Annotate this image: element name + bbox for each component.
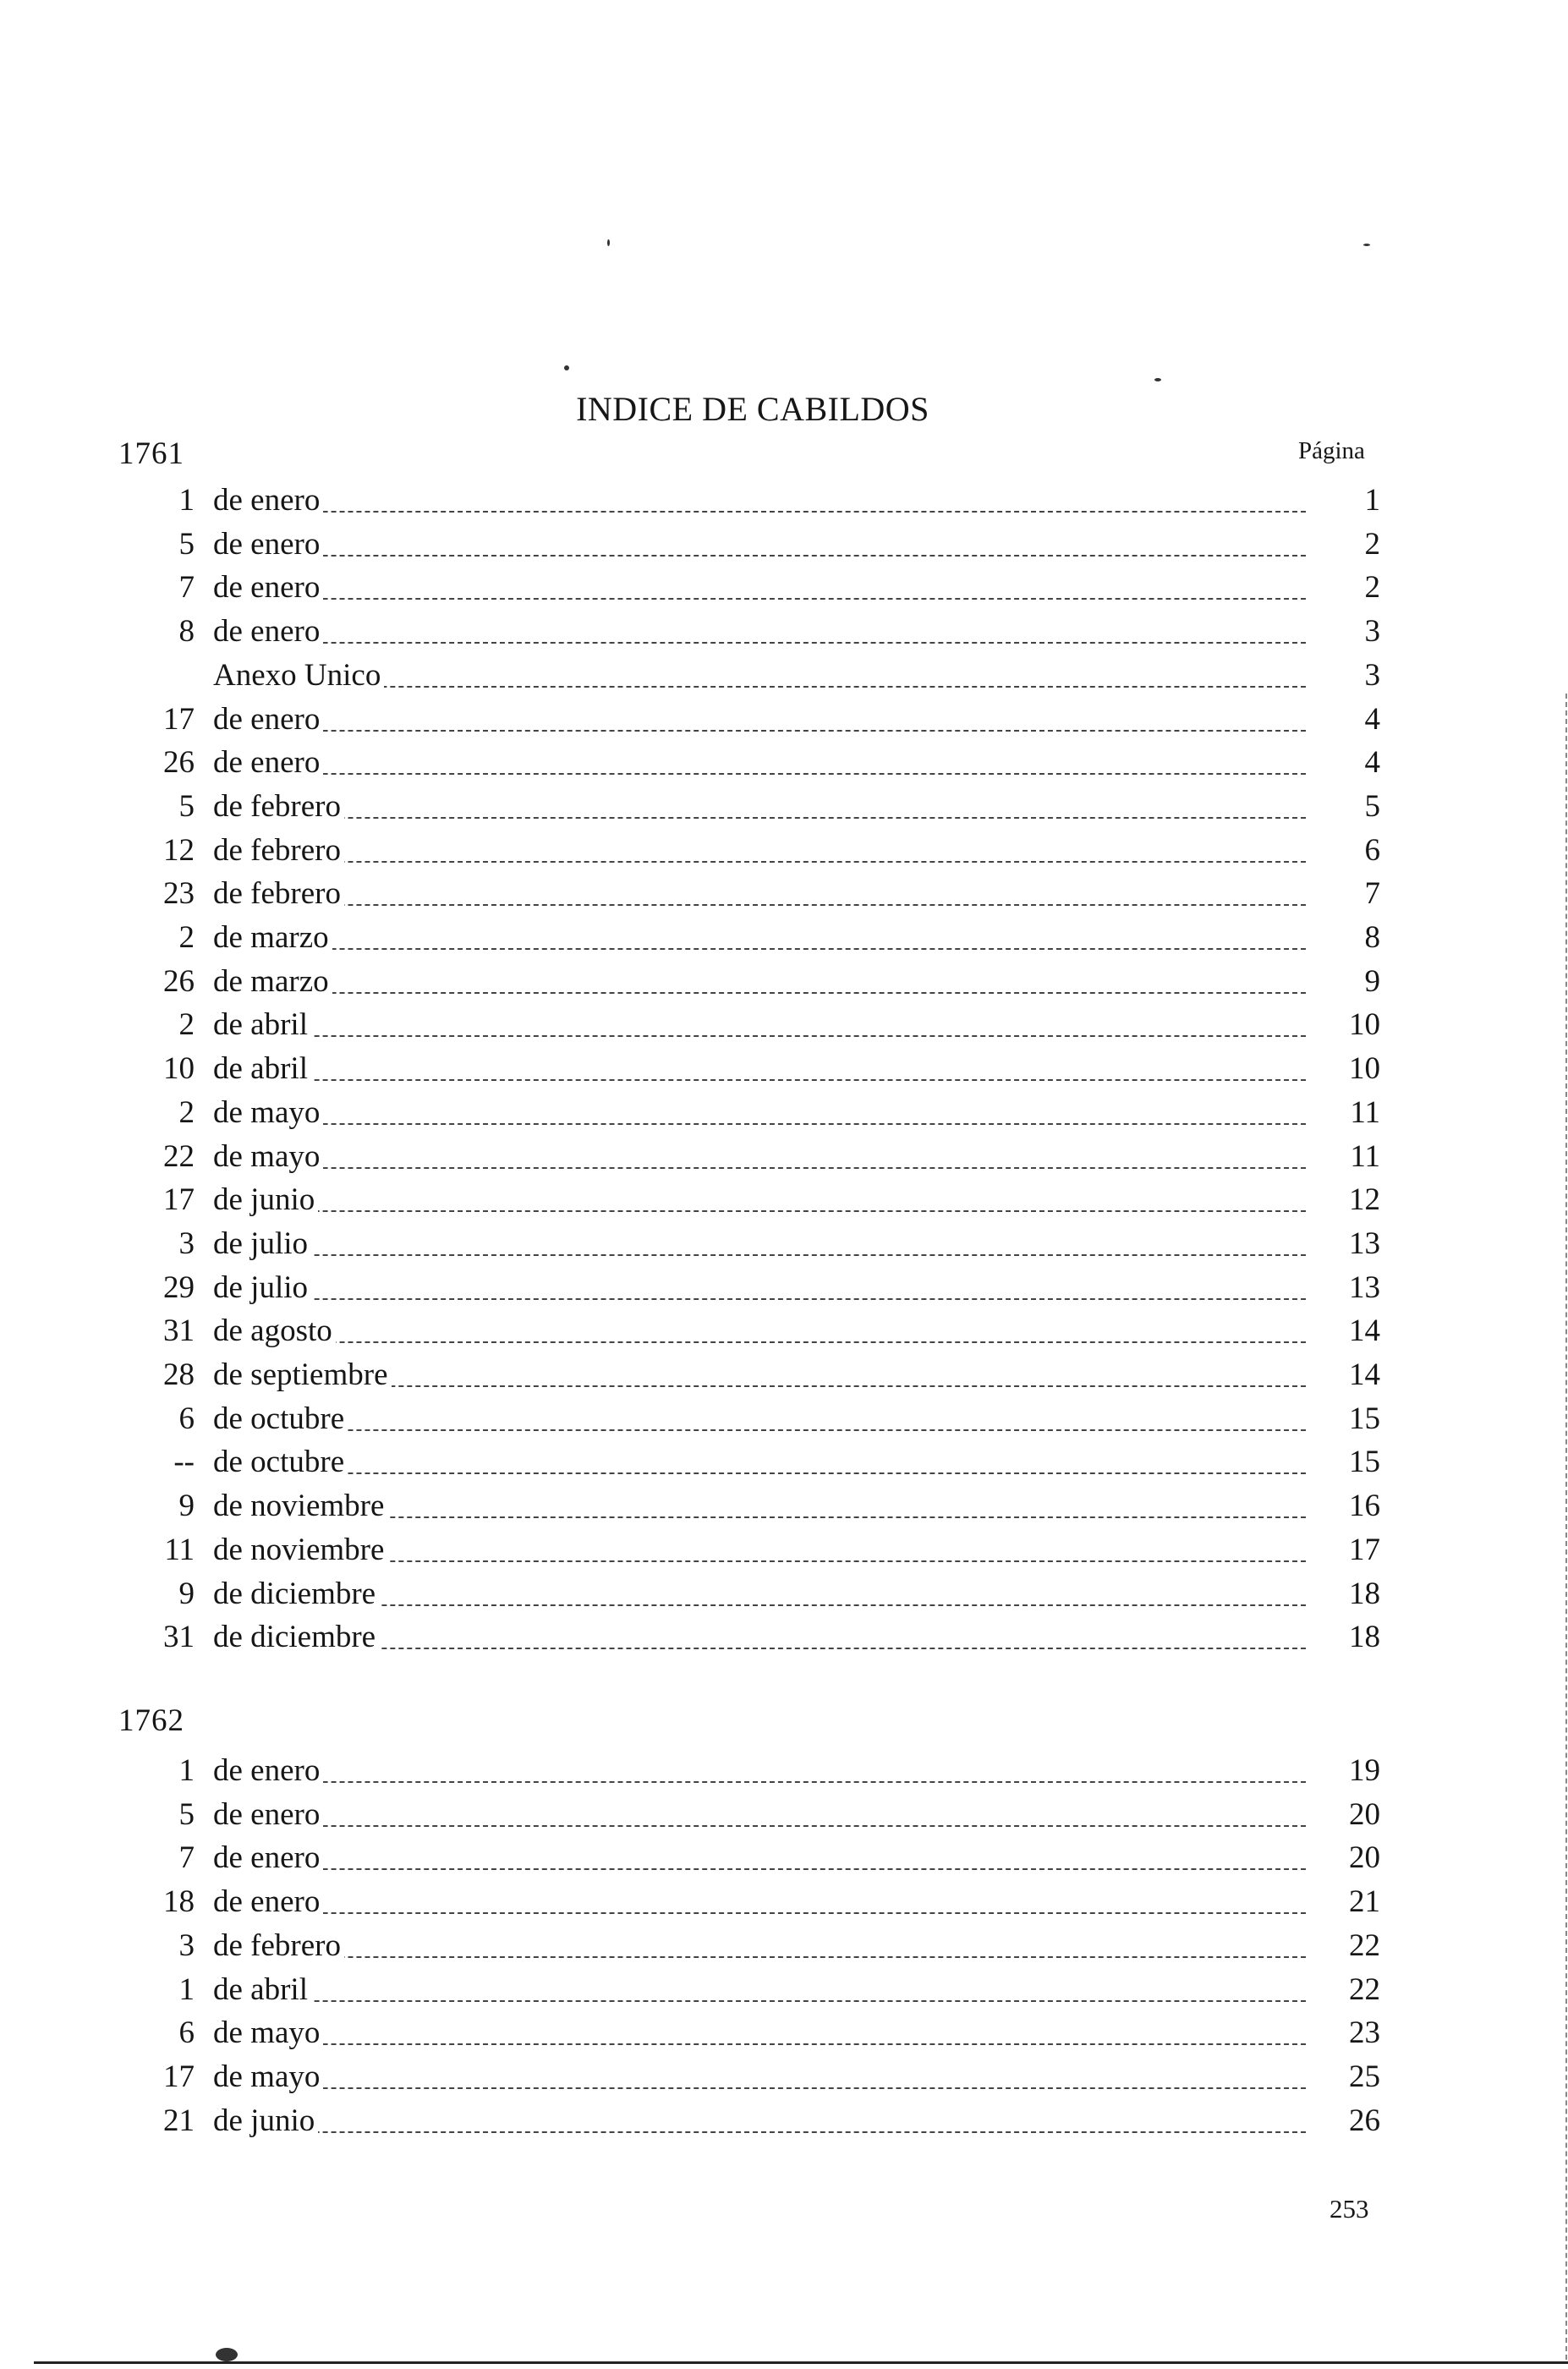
entry-page-number: 11 xyxy=(1350,1094,1380,1130)
dot-leader xyxy=(213,1341,1306,1343)
entry-day: 1 xyxy=(178,1971,195,2007)
dot-leader xyxy=(213,642,1306,644)
entry-label-wrap xyxy=(213,1353,1306,1397)
section-year-1761: 1761 xyxy=(118,436,184,471)
ink-speck xyxy=(607,239,610,246)
dot-leader xyxy=(213,2087,1306,2089)
entry-label-wrap xyxy=(213,698,1306,742)
entry-label-wrap xyxy=(213,1749,1306,1793)
index-entry xyxy=(0,829,1568,873)
entry-day: 18 xyxy=(163,1884,195,1920)
index-entry xyxy=(0,1880,1568,1924)
dot-leader xyxy=(213,904,1306,906)
entry-label-wrap xyxy=(213,1178,1306,1222)
entry-page-number: 20 xyxy=(1349,1840,1380,1876)
entry-day: 6 xyxy=(178,1401,195,1436)
dot-leader xyxy=(213,1167,1306,1169)
index-entry xyxy=(0,1222,1568,1266)
entry-label: de agosto xyxy=(213,1313,336,1348)
entry-label-wrap xyxy=(213,479,1306,523)
entry-day: 17 xyxy=(163,1182,195,1218)
index-entry xyxy=(0,523,1568,567)
entry-label-wrap xyxy=(213,1528,1306,1572)
entry-label: de abril xyxy=(213,1051,311,1086)
index-entry xyxy=(0,1528,1568,1572)
entry-label-wrap xyxy=(213,1484,1306,1528)
entry-page-number: 6 xyxy=(1364,832,1380,868)
entry-page-number: 14 xyxy=(1349,1313,1380,1349)
entry-label: de enero xyxy=(213,527,323,562)
entry-label-wrap xyxy=(213,610,1306,654)
entry-page-number: 11 xyxy=(1350,1138,1380,1174)
entry-label-wrap xyxy=(213,1091,1306,1135)
dot-leader xyxy=(213,1781,1306,1783)
entry-page-number: 2 xyxy=(1364,526,1380,562)
entry-label: de mayo xyxy=(213,2059,323,2094)
entry-page-number: 4 xyxy=(1364,701,1380,737)
entry-page-number: 2 xyxy=(1364,570,1380,606)
entry-day: 7 xyxy=(178,1840,195,1876)
entry-day: 21 xyxy=(163,2103,195,2138)
index-entry xyxy=(0,654,1568,698)
dot-leader xyxy=(213,948,1306,950)
entry-page-number: 17 xyxy=(1349,1532,1380,1567)
entry-page-number: 21 xyxy=(1349,1884,1380,1920)
entry-label: de junio xyxy=(213,2103,318,2138)
entry-label: de enero xyxy=(213,702,323,737)
section-year-1762: 1762 xyxy=(118,1703,184,1738)
entry-label: de febrero xyxy=(213,833,344,868)
entry-label: de mayo xyxy=(213,1095,323,1130)
dot-leader xyxy=(213,1210,1306,1212)
entry-label: de julio xyxy=(213,1270,311,1305)
entry-label-wrap xyxy=(213,916,1306,960)
index-entry xyxy=(0,1309,1568,1353)
entry-label: de septiembre xyxy=(213,1357,392,1392)
entry-label: de noviembre xyxy=(213,1533,387,1567)
entry-page-number: 3 xyxy=(1364,657,1380,693)
entry-day: 26 xyxy=(163,963,195,999)
entry-label: de abril xyxy=(213,1007,311,1042)
index-entry xyxy=(0,1397,1568,1441)
index-entry xyxy=(0,1793,1568,1837)
entry-day: -- xyxy=(173,1445,195,1480)
index-entry xyxy=(0,1178,1568,1222)
entry-label-wrap xyxy=(213,741,1306,785)
entry-label: de enero xyxy=(213,614,323,649)
entry-day: 26 xyxy=(163,745,195,781)
index-entry xyxy=(0,1836,1568,1880)
entry-day: 31 xyxy=(163,1313,195,1349)
entry-day: 23 xyxy=(163,876,195,912)
entry-page-number: 15 xyxy=(1349,1401,1380,1436)
entry-day: 5 xyxy=(178,1796,195,1832)
entry-label-wrap xyxy=(213,872,1306,916)
entry-page-number: 18 xyxy=(1349,1576,1380,1611)
entry-label: de marzo xyxy=(213,920,332,955)
entry-label-wrap xyxy=(213,1266,1306,1310)
entry-label: Anexo Unico xyxy=(213,658,384,693)
entry-day: 5 xyxy=(178,526,195,562)
index-entry xyxy=(0,785,1568,829)
entry-label-wrap xyxy=(213,829,1306,873)
entry-page-number: 13 xyxy=(1349,1226,1380,1261)
entry-page-number: 9 xyxy=(1364,963,1380,999)
entry-label: de febrero xyxy=(213,789,344,824)
entry-label-wrap xyxy=(213,654,1306,698)
entry-day: 2 xyxy=(178,1007,195,1043)
index-entry xyxy=(0,2055,1568,2099)
index-entry xyxy=(0,960,1568,1004)
entry-day: 3 xyxy=(178,1928,195,1963)
ink-speck xyxy=(564,365,569,370)
entry-day: 22 xyxy=(163,1138,195,1174)
entry-label-wrap xyxy=(213,1880,1306,1924)
entry-label: de febrero xyxy=(213,876,344,911)
page-bottom-rule xyxy=(34,2361,1568,2364)
entry-label-wrap xyxy=(213,2099,1306,2143)
index-entry xyxy=(0,1572,1568,1616)
entry-label-wrap xyxy=(213,1309,1306,1353)
entry-day: 5 xyxy=(178,788,195,824)
dot-leader xyxy=(213,1472,1306,1474)
entry-label: de mayo xyxy=(213,1139,323,1174)
entry-label-wrap xyxy=(213,1440,1306,1484)
entry-label-wrap xyxy=(213,1615,1306,1659)
entry-label: de junio xyxy=(213,1182,318,1217)
index-entry xyxy=(0,1003,1568,1047)
dot-leader xyxy=(213,1254,1306,1256)
entry-day: 2 xyxy=(178,920,195,955)
index-entry xyxy=(0,2099,1568,2143)
entry-day: 6 xyxy=(178,2015,195,2051)
entry-label-wrap xyxy=(213,785,1306,829)
entry-label-wrap xyxy=(213,1397,1306,1441)
entry-label-wrap xyxy=(213,2011,1306,2055)
entry-label-wrap xyxy=(213,2055,1306,2099)
dot-leader xyxy=(213,1035,1306,1037)
entry-day: 1 xyxy=(178,483,195,518)
entry-label-wrap xyxy=(213,960,1306,1004)
entry-label-wrap xyxy=(213,566,1306,610)
entry-label-wrap xyxy=(213,1924,1306,1968)
dot-leader xyxy=(213,730,1306,732)
entry-page-number: 10 xyxy=(1349,1051,1380,1087)
entry-label: de julio xyxy=(213,1226,311,1261)
index-entry xyxy=(0,1440,1568,1484)
entry-day: 12 xyxy=(163,832,195,868)
entry-page-number: 19 xyxy=(1349,1753,1380,1788)
dot-leader xyxy=(213,773,1306,775)
entry-label: de enero xyxy=(213,1884,323,1919)
dot-leader xyxy=(213,2131,1306,2133)
index-entry xyxy=(0,698,1568,742)
ink-speck xyxy=(1363,244,1370,246)
entry-label-wrap xyxy=(213,1222,1306,1266)
entry-day: 9 xyxy=(178,1489,195,1524)
index-entry xyxy=(0,610,1568,654)
entry-page-number: 4 xyxy=(1364,745,1380,781)
entry-label-wrap xyxy=(213,1135,1306,1179)
page-number: 253 xyxy=(1330,2194,1369,2224)
entry-page-number: 13 xyxy=(1349,1269,1380,1305)
entry-page-number: 12 xyxy=(1349,1182,1380,1218)
entry-day: 8 xyxy=(178,614,195,650)
entry-label: de noviembre xyxy=(213,1489,387,1523)
index-entry xyxy=(0,916,1568,960)
entry-day: 1 xyxy=(178,1753,195,1788)
entry-label: de marzo xyxy=(213,964,332,999)
entry-label: de febrero xyxy=(213,1928,344,1963)
dot-leader xyxy=(213,1825,1306,1827)
entry-page-number: 5 xyxy=(1364,788,1380,824)
dot-leader xyxy=(213,817,1306,819)
dot-leader xyxy=(213,555,1306,557)
entry-day: 3 xyxy=(178,1226,195,1261)
entry-page-number: 8 xyxy=(1364,920,1380,955)
entry-page-number: 20 xyxy=(1349,1796,1380,1832)
dot-leader xyxy=(213,1912,1306,1914)
index-entry xyxy=(0,566,1568,610)
entry-day: 31 xyxy=(163,1620,195,1655)
dot-leader xyxy=(213,1079,1306,1081)
entry-page-number: 22 xyxy=(1349,1928,1380,1963)
entry-label: de enero xyxy=(213,1753,323,1788)
index-entry xyxy=(0,1091,1568,1135)
entry-label-wrap xyxy=(213,1047,1306,1091)
entry-label: de enero xyxy=(213,483,323,518)
dot-leader xyxy=(213,1123,1306,1125)
index-entry xyxy=(0,479,1568,523)
entry-day: 7 xyxy=(178,570,195,606)
index-entry xyxy=(0,1615,1568,1659)
entry-label: de diciembre xyxy=(213,1577,379,1611)
index-entry xyxy=(0,1353,1568,1397)
entry-label-wrap xyxy=(213,1968,1306,2012)
entry-page-number: 3 xyxy=(1364,614,1380,650)
dot-leader xyxy=(213,1868,1306,1870)
index-entry xyxy=(0,1749,1568,1793)
dot-leader xyxy=(213,1429,1306,1431)
dot-leader xyxy=(213,1298,1306,1300)
index-entry xyxy=(0,1484,1568,1528)
entry-label-wrap xyxy=(213,523,1306,567)
entry-page-number: 14 xyxy=(1349,1357,1380,1392)
entry-label: de octubre xyxy=(213,1401,348,1436)
entry-page-number: 18 xyxy=(1349,1620,1380,1655)
dot-leader xyxy=(213,1956,1306,1958)
index-entry xyxy=(0,2011,1568,2055)
dot-leader xyxy=(213,861,1306,863)
ink-blot xyxy=(216,2348,238,2361)
entry-label: de abril xyxy=(213,1972,311,2007)
page-column-header: Página xyxy=(1298,437,1365,464)
entry-day: 28 xyxy=(163,1357,195,1392)
entry-label-wrap xyxy=(213,1572,1306,1616)
entry-day: 9 xyxy=(178,1576,195,1611)
entry-label-wrap xyxy=(213,1793,1306,1837)
dot-leader xyxy=(213,2043,1306,2045)
entry-label: de diciembre xyxy=(213,1620,379,1654)
page-edge-rule xyxy=(1565,694,1567,2360)
entry-label: de enero xyxy=(213,1797,323,1832)
entry-day: 10 xyxy=(163,1051,195,1087)
entry-page-number: 1 xyxy=(1364,483,1380,518)
entry-day: 11 xyxy=(164,1532,195,1567)
entry-day: 17 xyxy=(163,701,195,737)
entry-page-number: 22 xyxy=(1349,1971,1380,2007)
entry-page-number: 26 xyxy=(1349,2103,1380,2138)
entry-page-number: 16 xyxy=(1349,1489,1380,1524)
entry-label: de octubre xyxy=(213,1445,348,1479)
entry-label: de enero xyxy=(213,745,323,780)
dot-leader xyxy=(213,2000,1306,2002)
index-entry xyxy=(0,872,1568,916)
entry-label: de enero xyxy=(213,570,323,605)
entry-day: 29 xyxy=(163,1269,195,1305)
index-entry xyxy=(0,1968,1568,2012)
entry-page-number: 15 xyxy=(1349,1445,1380,1480)
entry-page-number: 25 xyxy=(1349,2059,1380,2094)
index-entry xyxy=(0,1266,1568,1310)
dot-leader xyxy=(213,598,1306,600)
entry-page-number: 23 xyxy=(1349,2015,1380,2051)
index-entry xyxy=(0,1924,1568,1968)
ink-speck xyxy=(1154,378,1161,381)
entry-day: 2 xyxy=(178,1094,195,1130)
entry-label: de enero xyxy=(213,1840,323,1875)
index-entry xyxy=(0,1135,1568,1179)
entry-day: 17 xyxy=(163,2059,195,2094)
index-entry xyxy=(0,741,1568,785)
entry-page-number: 10 xyxy=(1349,1007,1380,1043)
dot-leader xyxy=(213,992,1306,994)
entry-page-number: 7 xyxy=(1364,876,1380,912)
dot-leader xyxy=(213,511,1306,513)
entry-label: de mayo xyxy=(213,2015,323,2050)
entry-label-wrap xyxy=(213,1836,1306,1880)
page-title: INDICE DE CABILDOS xyxy=(576,390,929,428)
index-entry xyxy=(0,1047,1568,1091)
entry-label-wrap xyxy=(213,1003,1306,1047)
